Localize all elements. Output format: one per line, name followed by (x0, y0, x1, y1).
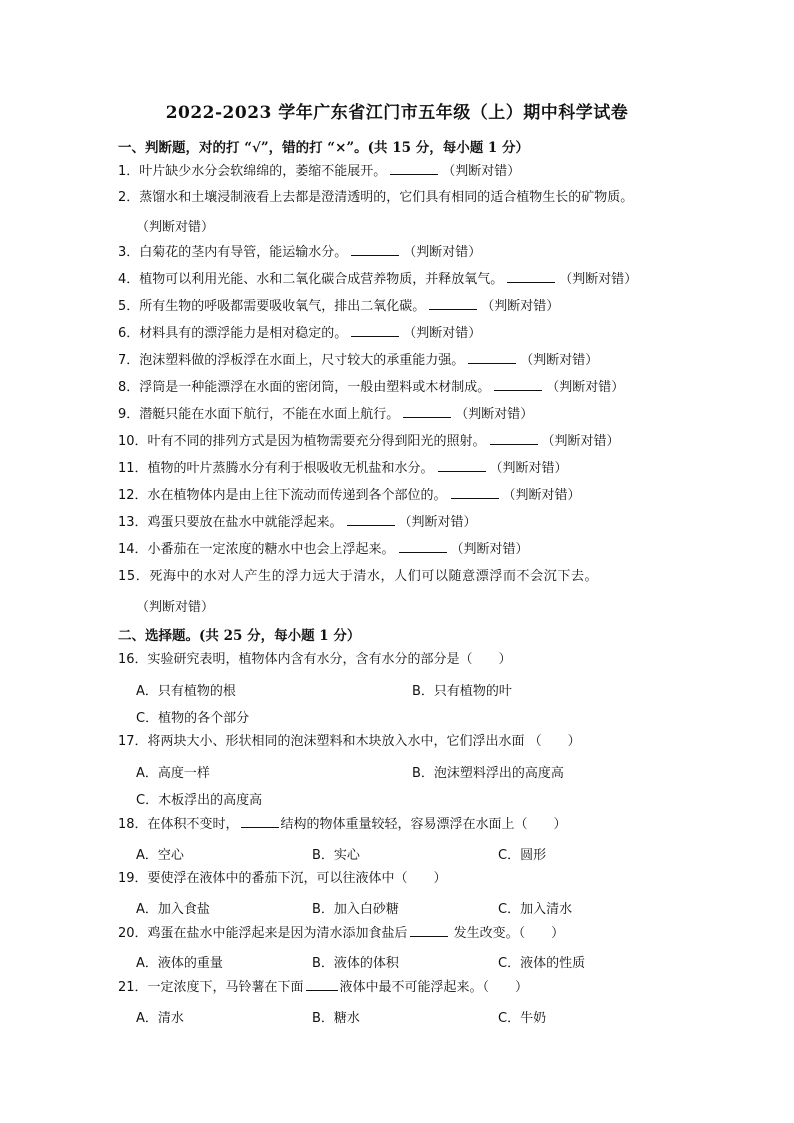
judge-item-5: 5．所有生物的呼吸都需要吸收氧气，排出二氧化碳。 （判断对错） (118, 299, 560, 314)
answer-blank[interactable] (351, 324, 399, 337)
judge-item-7: 7．泡沫塑料做的浮板浮在水面上，尺寸较大的承重能力强。 （判断对错） (118, 353, 599, 368)
judge-item-13: 13．鸡蛋只要放在盐水中就能浮起来。 （判断对错） (118, 515, 477, 530)
judge-item-15: 15．死海中的水对人产生的浮力远大于清水，人们可以随意漂浮而不会沉下去。 (118, 569, 599, 584)
judge-item-8: 8．浮筒是一种能漂浮在水面的密闭筒，一般由塑料或木材制成。 （判断对错） (118, 380, 625, 395)
q17-option-a[interactable]: A．高度一样 (136, 766, 210, 781)
judge-item-10: 10．叶有不同的排列方式是因为植物需要充分得到阳光的照射。 （判断对错） (118, 434, 620, 449)
question-17: 17．将两块大小、形状相同的泡沫塑料和木块放入水中，它们浮出水面 （ ） (118, 734, 581, 749)
q18-option-b[interactable]: B．实心 (312, 848, 360, 863)
answer-blank[interactable] (399, 540, 447, 553)
q18-option-a[interactable]: A．空心 (136, 848, 184, 863)
answer-blank[interactable] (403, 405, 451, 418)
question-18: 18．在体积不变时， 结构的物体重量较轻，容易漂浮在水面上（ ） (118, 817, 567, 832)
judge-item-3: 3．白菊花的茎内有导管，能运输水分。 （判断对错） (118, 245, 482, 260)
question-19: 19．要使浮在液体中的番茄下沉，可以往液体中（ ） (118, 871, 447, 886)
section-2-heading: 二、选择题。(共 25 分，每小题 1 分） (118, 628, 361, 644)
judge-item-15-suffix: （判断对错） (136, 600, 215, 615)
q19-option-b[interactable]: B．加入白砂糖 (312, 902, 399, 917)
judge-item-6: 6．材料具有的漂浮能力是相对稳定的。 （判断对错） (118, 326, 482, 341)
question-20: 20．鸡蛋在盐水中能浮起来是因为清水添加食盐后 发生改变。（ ） (118, 926, 565, 941)
q19-option-c[interactable]: C．加入清水 (498, 902, 573, 917)
answer-blank[interactable] (306, 978, 338, 991)
q16-option-a[interactable]: A．只有植物的根 (136, 684, 236, 699)
q21-option-b[interactable]: B．糖水 (312, 1011, 360, 1026)
page-title: 2022-2023 学年广东省江门市五年级（上）期中科学试卷 (165, 103, 629, 123)
q21-option-c[interactable]: C．牛奶 (498, 1011, 547, 1026)
q16-option-b[interactable]: B．只有植物的叶 (412, 684, 512, 699)
q16-option-c[interactable]: C．植物的各个部分 (136, 711, 250, 726)
answer-blank[interactable] (351, 243, 399, 256)
judge-item-12: 12．水在植物体内是由上往下流动而传递到各个部位的。 （判断对错） (118, 488, 581, 503)
judge-item-9: 9．潜艇只能在水面下航行，不能在水面上航行。 （判断对错） (118, 407, 534, 422)
answer-blank[interactable] (507, 270, 555, 283)
answer-blank[interactable] (494, 378, 542, 391)
q20-option-a[interactable]: A．液体的重量 (136, 956, 223, 971)
q20-option-c[interactable]: C．液体的性质 (498, 956, 586, 971)
judge-item-1: 1．叶片缺少水分会软绵绵的，萎缩不能展开。 （判断对错） (118, 164, 521, 179)
answer-blank[interactable] (490, 432, 538, 445)
question-21: 21．一定浓度下，马铃薯在下面 液体中最不可能浮起来。（ ） (118, 980, 529, 995)
judge-item-4: 4．植物可以利用光能、水和二氧化碳合成营养物质，并释放氧气。 （判断对错） (118, 272, 638, 287)
judge-item-14: 14．小番茄在一定浓度的糖水中也会上浮起来。 （判断对错） (118, 542, 529, 557)
answer-blank[interactable] (241, 815, 279, 828)
answer-blank[interactable] (438, 459, 486, 472)
q17-option-b[interactable]: B．泡沫塑料浮出的高度高 (412, 766, 564, 781)
judge-item-2-suffix: （判断对错） (136, 220, 215, 235)
answer-blank[interactable] (451, 486, 499, 499)
judge-item-11: 11．植物的叶片蒸腾水分有利于根吸收无机盐和水分。 （判断对错） (118, 461, 568, 476)
answer-blank[interactable] (410, 924, 448, 937)
q19-option-a[interactable]: A．加入食盐 (136, 902, 210, 917)
q17-option-c[interactable]: C．木板浮出的高度高 (136, 793, 263, 808)
answer-blank[interactable] (390, 162, 438, 175)
q20-option-b[interactable]: B．液体的体积 (312, 956, 399, 971)
q18-option-c[interactable]: C．圆形 (498, 848, 547, 863)
judge-item-2: 2．蒸馏水和土壤浸制液看上去都是澄清透明的，它们具有相同的适合植物生长的矿物质。 (118, 190, 634, 205)
answer-blank[interactable] (468, 351, 516, 364)
answer-blank[interactable] (347, 513, 395, 526)
question-16: 16．实验研究表明，植物体内含有水分，含有水分的部分是（ ） (118, 652, 512, 667)
q21-option-a[interactable]: A．清水 (136, 1011, 184, 1026)
section-1-heading: 一、判断题，对的打 “√”，错的打 “×”。(共 15 分，每小题 1 分） (118, 140, 530, 156)
answer-blank[interactable] (429, 297, 477, 310)
